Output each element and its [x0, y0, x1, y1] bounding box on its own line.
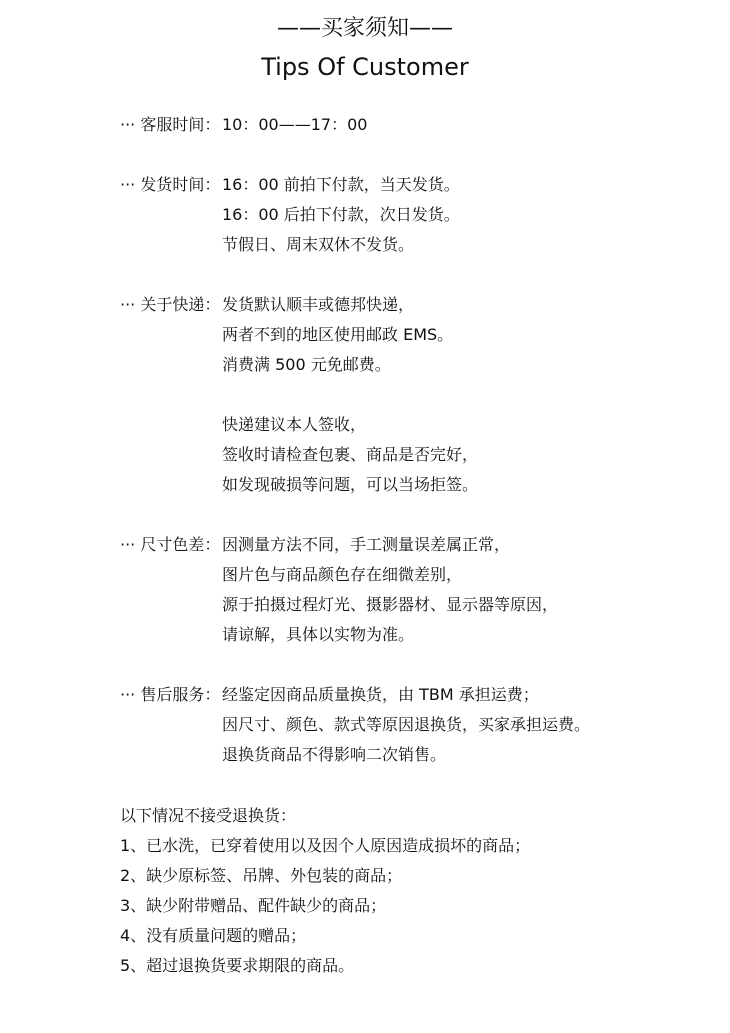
shipping-time-line: 16：00 前拍下付款，当天发货。 — [222, 175, 460, 194]
express-line: 快递建议本人签收， — [222, 415, 367, 434]
after-sales-line: 因尺寸、颜色、款式等原因退换货，买家承担运费。 — [222, 715, 591, 734]
no-return-section — [120, 801, 720, 981]
size-color-line: 图片色与商品颜色存在细微差别， — [222, 565, 463, 584]
size-color-section — [120, 530, 720, 650]
service-time-value: 10：00——17：00 — [222, 115, 368, 134]
no-return-item: 1、已水洗，已穿着使用以及因个人原因造成损坏的商品； — [120, 836, 531, 855]
shipping-time-line: 节假日、周末双休不发货。 — [222, 235, 415, 254]
size-color-line: 因测量方法不同，手工测量误差属正常， — [222, 535, 511, 554]
shipping-time-label: ··· 发货时间： — [120, 175, 221, 194]
express-line: 发货默认顺丰或德邦快递， — [222, 295, 415, 314]
size-color-line: 请谅解，具体以实物为准。 — [222, 625, 415, 644]
size-color-label: ··· 尺寸色差： — [120, 535, 221, 554]
service-time-section — [120, 110, 720, 140]
express-label: ··· 关于快递： — [120, 295, 221, 314]
express-line: 消费满 500 元免邮费。 — [222, 355, 391, 374]
no-return-item: 2、缺少原标签、吊牌、外包装的商品； — [120, 866, 403, 885]
after-sales-section — [120, 680, 720, 770]
page-title-en: Tips Of Customer — [261, 53, 469, 81]
no-return-heading: 以下情况不接受退换货： — [120, 806, 297, 825]
no-return-item: 4、没有质量问题的赠品； — [120, 926, 307, 945]
express-section — [120, 290, 720, 500]
shipping-time-section — [120, 170, 720, 260]
after-sales-line: 退换货商品不得影响二次销售。 — [222, 745, 447, 764]
shipping-time-line: 16：00 后拍下付款，次日发货。 — [222, 205, 460, 224]
page-title-cn: ——买家须知—— — [276, 16, 453, 41]
express-spacer-line — [222, 380, 720, 410]
after-sales-line: 经鉴定因商品质量换货，由 TBM 承担运费； — [222, 685, 539, 704]
no-return-item: 3、缺少附带赠品、配件缺少的商品； — [120, 896, 387, 915]
service-time-label: ··· 客服时间： — [120, 115, 221, 134]
size-color-line: 源于拍摄过程灯光、摄影器材、显示器等原因， — [222, 595, 559, 614]
express-line: 如发现破损等问题，可以当场拒签。 — [222, 475, 479, 494]
after-sales-label: ··· 售后服务： — [120, 685, 221, 704]
express-line: 签收时请检查包裹、商品是否完好， — [222, 445, 479, 464]
express-line: 两者不到的地区使用邮政 EMS。 — [222, 325, 454, 344]
no-return-item: 5、超过退换货要求期限的商品。 — [120, 956, 355, 975]
